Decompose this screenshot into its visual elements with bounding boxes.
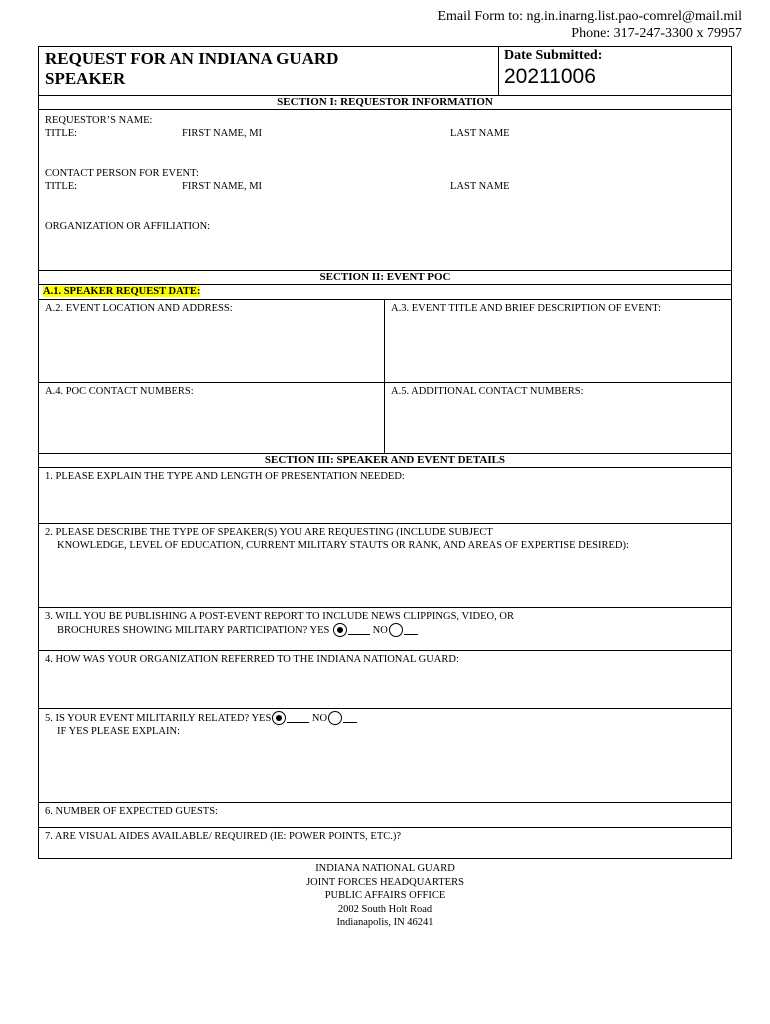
question-6-label: 6. NUMBER OF EXPECTED GUESTS: xyxy=(45,806,218,817)
contact-title-label: TITLE: xyxy=(45,181,78,192)
requestor-title-label: TITLE: xyxy=(45,128,78,139)
phone-line: Phone: 317-247-3300 x 79957 xyxy=(571,26,742,41)
question-7-label: 7. ARE VISUAL AIDES AVAILABLE/ REQUIRED (IE: POWER POINTS, ETC.)? xyxy=(45,831,402,842)
contact-last-name-label: LAST NAME xyxy=(450,181,510,192)
section2-heading: SECTION II: EVENT POC xyxy=(39,271,731,285)
question-5-answer-row xyxy=(45,711,725,725)
poc-contact-label: A.4. POC CONTACT NUMBERS: xyxy=(45,386,194,397)
question-7-field[interactable] xyxy=(39,828,731,858)
section1-heading: SECTION I: REQUESTOR INFORMATION xyxy=(39,96,731,110)
question-3-yes-radio[interactable] xyxy=(333,623,347,637)
requestor-info-section[interactable] xyxy=(39,110,731,271)
speaker-request-date-label: A.1. SPEAKER REQUEST DATE: xyxy=(43,286,201,297)
date-submitted-label: Date Submitted: xyxy=(504,48,603,63)
question-3-yes-label: YES xyxy=(309,625,330,636)
question-3-label-line1: 3. WILL YOU BE PUBLISHING A POST-EVENT REPORT TO INCLUDE NEWS CLIPPINGS, VIDEO, OR xyxy=(45,611,514,622)
question-6-field[interactable] xyxy=(39,803,731,828)
question-5-yes-label: YES xyxy=(251,713,272,724)
question-4-label: 4. HOW WAS YOUR ORGANIZATION REFERRED TO THE INDIANA NATIONAL GUARD: xyxy=(45,654,459,665)
additional-contact-label: A.5. ADDITIONAL CONTACT NUMBERS: xyxy=(391,386,584,397)
email-line: Email Form to: ng.in.inarng.list.pao-comrel@mail.mil xyxy=(437,9,742,24)
requestor-first-name-label: FIRST NAME, MI xyxy=(182,128,263,139)
date-submitted-field[interactable]: 20211006 xyxy=(504,65,596,88)
question-5-label: 5. IS YOUR EVENT MILITARILY RELATED? xyxy=(45,713,250,724)
contact-info xyxy=(437,8,742,42)
event-title-field[interactable] xyxy=(385,300,731,382)
question-2-label-line2: KNOWLEDGE, LEVEL OF EDUCATION, CURRENT MILITARY STAUTS OR RANK, AND AREAS OF EXPERTISE DESIRED): xyxy=(57,540,629,551)
contact-person-label: CONTACT PERSON FOR EVENT: xyxy=(45,168,199,179)
question-5-no-radio[interactable] xyxy=(328,711,342,725)
footer-line-3: PUBLIC AFFAIRS OFFICE xyxy=(324,890,446,901)
question-3-no-radio[interactable] xyxy=(389,623,403,637)
question-1-field[interactable] xyxy=(39,468,731,524)
question-3-label-line2: BROCHURES SHOWING MILITARY PARTICIPATION? xyxy=(57,625,308,636)
question-1-label: 1. PLEASE EXPLAIN THE TYPE AND LENGTH OF PRESENTATION NEEDED: xyxy=(45,471,405,482)
speaker-request-date-row[interactable] xyxy=(39,285,731,300)
question-3-no-label: NO xyxy=(372,625,388,636)
poc-contact-field[interactable] xyxy=(39,383,385,453)
question-2-field[interactable] xyxy=(39,524,731,608)
contact-person-row[interactable] xyxy=(45,180,725,193)
footer-line-2: JOINT FORCES HEADQUARTERS xyxy=(306,876,464,888)
question-5-yes-radio[interactable] xyxy=(272,711,286,725)
form-header xyxy=(39,47,731,96)
date-submitted-box[interactable] xyxy=(498,47,731,95)
form-title-line1: REQUEST FOR AN INDIANA GUARD xyxy=(45,49,339,68)
form-title xyxy=(39,47,498,95)
requestor-name-label: REQUESTOR’S NAME: xyxy=(45,115,153,126)
event-title-label: A.3. EVENT TITLE AND BRIEF DESCRIPTION OF EVENT: xyxy=(391,303,662,314)
question-2-label-line1: 2. PLEASE DESCRIBE THE TYPE OF SPEAKER(S) YOU ARE REQUESTING (INCLUDE SUBJECT xyxy=(45,527,493,538)
question-4-field[interactable] xyxy=(39,651,731,709)
section3-heading: SECTION III: SPEAKER AND EVENT DETAILS xyxy=(39,454,731,468)
footer-address xyxy=(0,862,770,930)
question-5-explain-label[interactable]: IF YES PLEASE EXPLAIN: xyxy=(57,726,180,737)
speaker-request-form xyxy=(38,46,732,859)
poc-contact-row xyxy=(39,383,731,454)
event-location-field[interactable] xyxy=(39,300,385,382)
footer-line-4: 2002 South Holt Road xyxy=(337,903,433,915)
requestor-name-row[interactable] xyxy=(45,127,725,140)
event-location-label: A.2. EVENT LOCATION AND ADDRESS: xyxy=(45,303,233,314)
footer-line-1: INDIANA NATIONAL GUARD xyxy=(315,863,455,874)
form-title-line2: SPEAKER xyxy=(45,69,126,88)
footer-line-5: Indianapolis, IN 46241 xyxy=(336,917,434,928)
additional-contact-field[interactable] xyxy=(385,383,731,453)
question-3-answer-row xyxy=(45,623,725,637)
contact-first-name-label: FIRST NAME, MI xyxy=(182,181,263,192)
organization-label: ORGANIZATION OR AFFILIATION: xyxy=(45,221,211,232)
requestor-last-name-label: LAST NAME xyxy=(450,128,510,139)
question-5-no-label: NO xyxy=(311,713,328,724)
question-3-field xyxy=(39,608,731,651)
question-5-field xyxy=(39,709,731,803)
event-location-row xyxy=(39,300,731,383)
